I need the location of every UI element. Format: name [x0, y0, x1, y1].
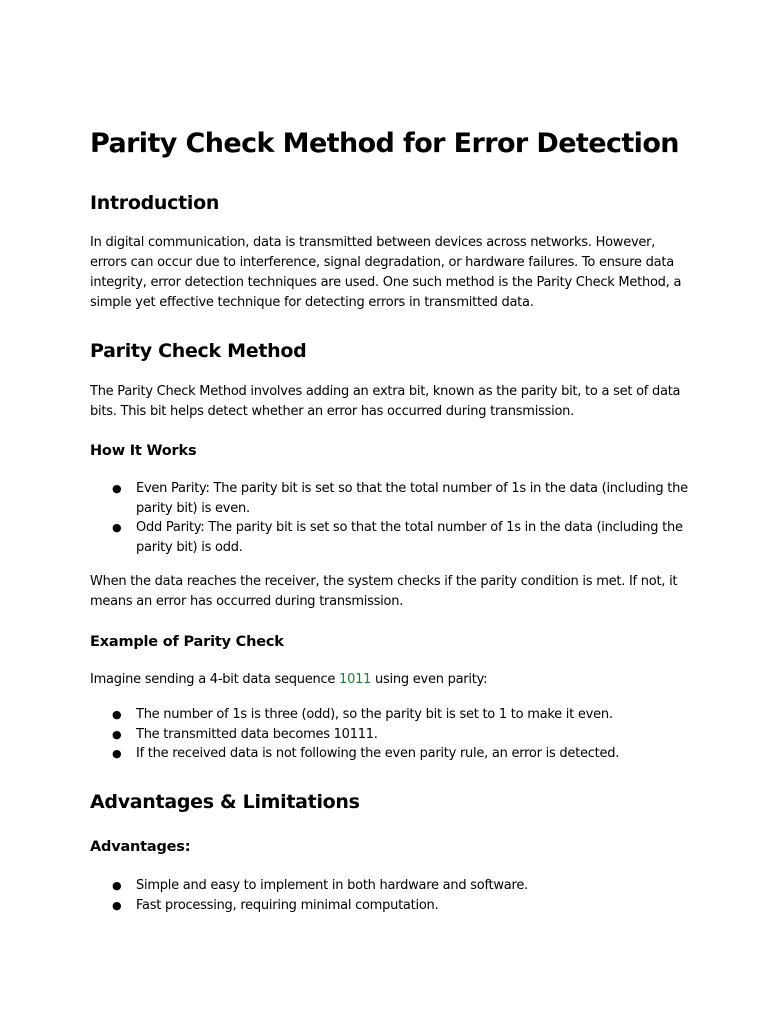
example-intro-paragraph: Imagine sending a 4-bit data sequence 1011 using even parity: [90, 672, 488, 687]
intro-paragraph: In digital communication, data is transmitted between devices across networks. However, errors can occur due to interference, signal degradation, or hardware failures. To ensure data integrity, error detection techniques are used. One such method is the Parity Check Method, a simple yet effective technique for detecting errors in transmitted data. [90, 235, 682, 310]
bullet-icon: ● [112, 879, 122, 892]
list-item: ● Fast processing, requiring minimal computation. [90, 896, 690, 916]
list-item: ● The transmitted data becomes 10111. [90, 725, 690, 745]
heading-advantages-limitations: Advantages & Limitations [90, 791, 360, 813]
list-item: ● Even Parity: The parity bit is set so that the total number of 1s in the data (including the parity bit) is even. [112, 481, 688, 516]
heading-parity-check-method: Parity Check Method [90, 340, 307, 362]
bullet-icon: ● [112, 898, 122, 912]
how-it-works-list [90, 479, 690, 557]
list-item: ● Odd Parity: The parity bit is set so that the total number of 1s in the data (including the parity bit) is odd. [112, 520, 683, 555]
heading-example-of-parity-check: Example of Parity Check [90, 634, 284, 650]
receiver-paragraph: When the data reaches the receiver, the system checks if the parity condition is met. If not, it means an error has occurred during transmission. [90, 574, 678, 609]
bullet-icon: ● [112, 521, 122, 534]
example-code: 1011 [339, 672, 372, 687]
bullet-icon: ● [112, 482, 122, 495]
list-item: ● The number of 1s is three (odd), so the parity bit is set to 1 to make it even. [90, 705, 690, 725]
heading-how-it-works: How It Works [90, 443, 197, 459]
bullet-icon: ● [112, 727, 122, 741]
example-list [90, 705, 690, 764]
bullet-icon: ● [112, 708, 122, 721]
advantages-list [90, 876, 690, 915]
heading-introduction: Introduction [90, 192, 220, 214]
document-title: Parity Check Method for Error Detection [90, 128, 679, 159]
heading-advantages: Advantages: [90, 839, 191, 855]
method-paragraph: The Parity Check Method involves adding an extra bit, known as the parity bit, to a set of data bits. This bit helps detect whether an error has occurred during transmission. [90, 384, 681, 419]
list-item: ● If the received data is not following the even parity rule, an error is detected. [90, 744, 690, 764]
bullet-icon: ● [112, 747, 122, 760]
list-item: ● Simple and easy to implement in both hardware and software. [90, 876, 690, 896]
